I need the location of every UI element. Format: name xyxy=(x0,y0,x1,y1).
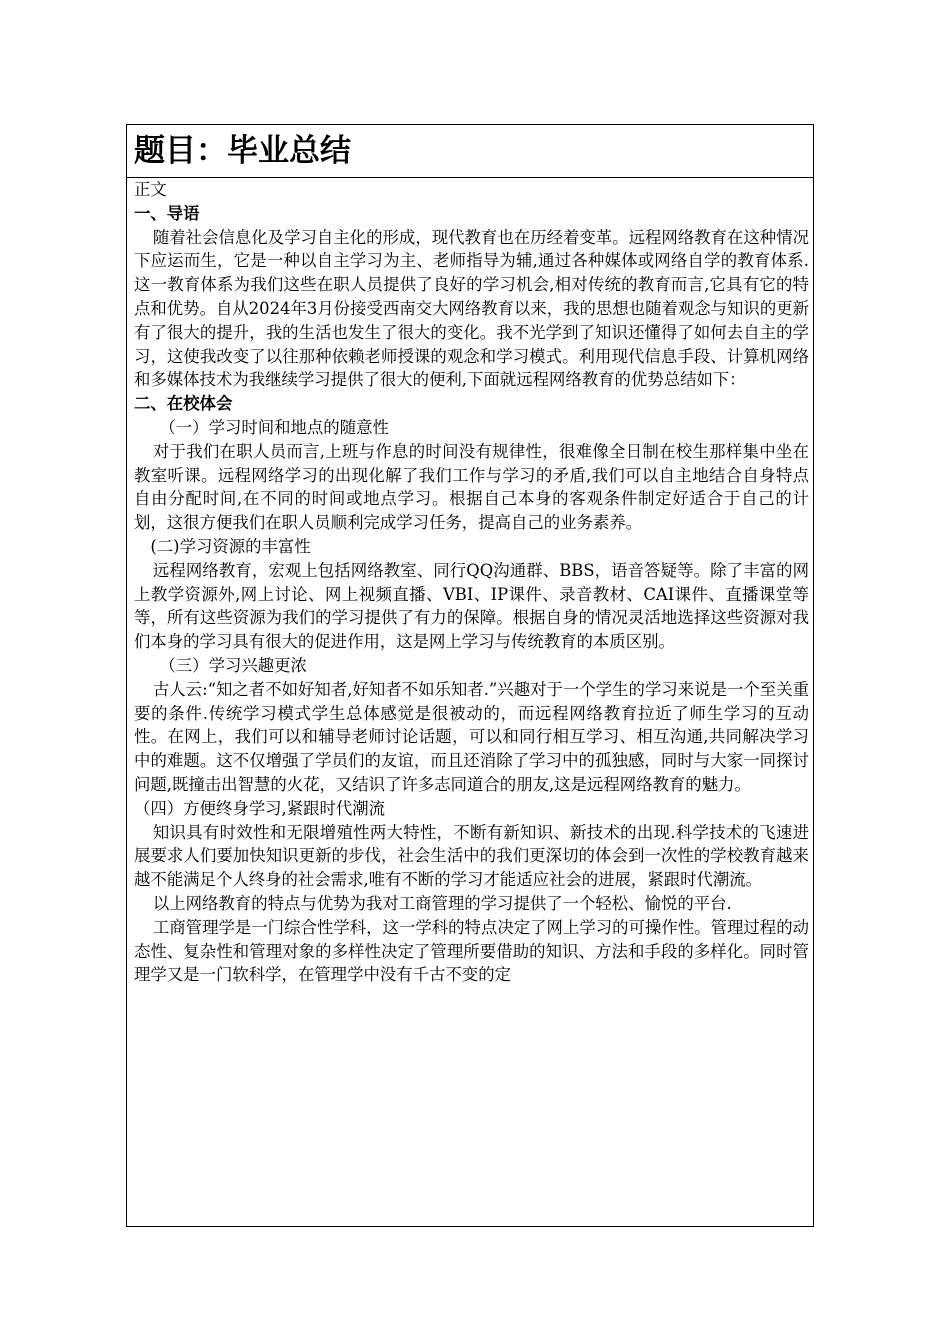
paragraph-sub1: 对于我们在职人员而言,上班与作息的时间没有规律性，很难像全日制在校生那样集中坐在教室听课。远程网络学习的出现化解了我们工作与学习的矛盾,我们可以自主地结合自身特点自由分配时间,在不同的时间或地点学习。根据自己本身的客观条件制定好适合于自己的计划，这很方便我们在职人员顺利完成学习任务，提高自己的业务素养。 xyxy=(134,441,809,533)
subsection-heading-1: （一）学习时间和地点的随意性 xyxy=(159,417,389,437)
subsection-heading-2: (二)学习资源的丰富性 xyxy=(150,536,311,556)
document-body xyxy=(127,178,813,1226)
subsection-heading-4: （四）方便终身学习,紧跟时代潮流 xyxy=(134,798,386,818)
paragraph-summary: 以上网络教育的特点与优势为我对工商管理的学习提供了一个轻松、愉悦的平台. xyxy=(152,893,732,913)
paragraph-business: 工商管理学是一门综合性学科，这一学科的特点决定了网上学习的可操作性。管理过程的动态性、复杂性和管理对象的多样性决定了管理所要借助的知识、方法和手段的多样化。同时管理学又是一门软科学，在管理学中没有千古不变的定 xyxy=(134,917,809,985)
subsection-heading-3: （三）学习兴趣更浓 xyxy=(159,655,307,675)
body-label: 正文 xyxy=(134,180,167,199)
section-heading-intro: 一、导语 xyxy=(134,203,200,223)
paragraph-intro: 随着社会信息化及学习自主化的形成，现代教育也在历经着变革。远程网络教育在这种情况下应运而生，它是一种以自主学习为主、老师指导为辅,通过各种媒体或网络自学的教育体系.这一教育体系为我们这些在职人员提供了良好的学习机会,相对传统的教育而言,它具有它的特点和优势。自从2024年3月份接受西南交大网络教育以来，我的思想也随着观念与知识的更新有了很大的提升，我的生活也发生了很大的变化。我不光学到了知识还懂得了如何去自主的学习，这使我改变了以往那种依赖老师授课的观念和学习模式。利用现代信息手段、计算机网络和多媒体技术为我继续学习提供了很大的便利,下面就远程网络教育的优势总结如下： xyxy=(134,227,809,390)
document-title: 题目：毕业总结 xyxy=(127,125,813,178)
paragraph-sub4: 知识具有时效性和无限增殖性两大特性，不断有新知识、新技术的出现.科学技术的飞速进展要求人们要加快知识更新的步伐，社会生活中的我们更深切的体会到一次性的学校教育越来越不能满足个人终身的社会需求,唯有不断的学习才能适应社会的进展，紧跟时代潮流。 xyxy=(134,822,809,890)
paragraph-sub3: 古人云:“知之者不如好知者,好知者不如乐知者.”兴趣对于一个学生的学习来说是一个至关重要的条件.传统学习模式学生总体感觉是很被动的，而远程网络教育拉近了师生学习的互动性。在网上，我们可以和辅导老师讨论话题，可以和同行相互学习、相互沟通,共同解决学习中的难题。这不仅增强了学员们的友谊，而且还消除了学习中的孤独感，同时与大家一同探讨问题,既撞击出智慧的火花，又结识了许多志同道合的朋友,这是远程网络教育的魅力。 xyxy=(134,679,809,794)
paragraph-sub2: 远程网络教育，宏观上包括网络教室、同行QQ沟通群、BBS，语音答疑等。除了丰富的网上教学资源外,网上讨论、网上视频直播、VBI、IP课件、录音教材、CAI课件、直播课堂等等，所有这些资源为我们的学习提供了有力的保障。根据自身的情况灵活地选择这些资源对我们本身的学习具有很大的促进作用，这是网上学习与传统教育的本质区别。 xyxy=(134,560,809,652)
section-heading-school: 二、在校体会 xyxy=(134,394,233,414)
document-table xyxy=(126,124,814,1227)
